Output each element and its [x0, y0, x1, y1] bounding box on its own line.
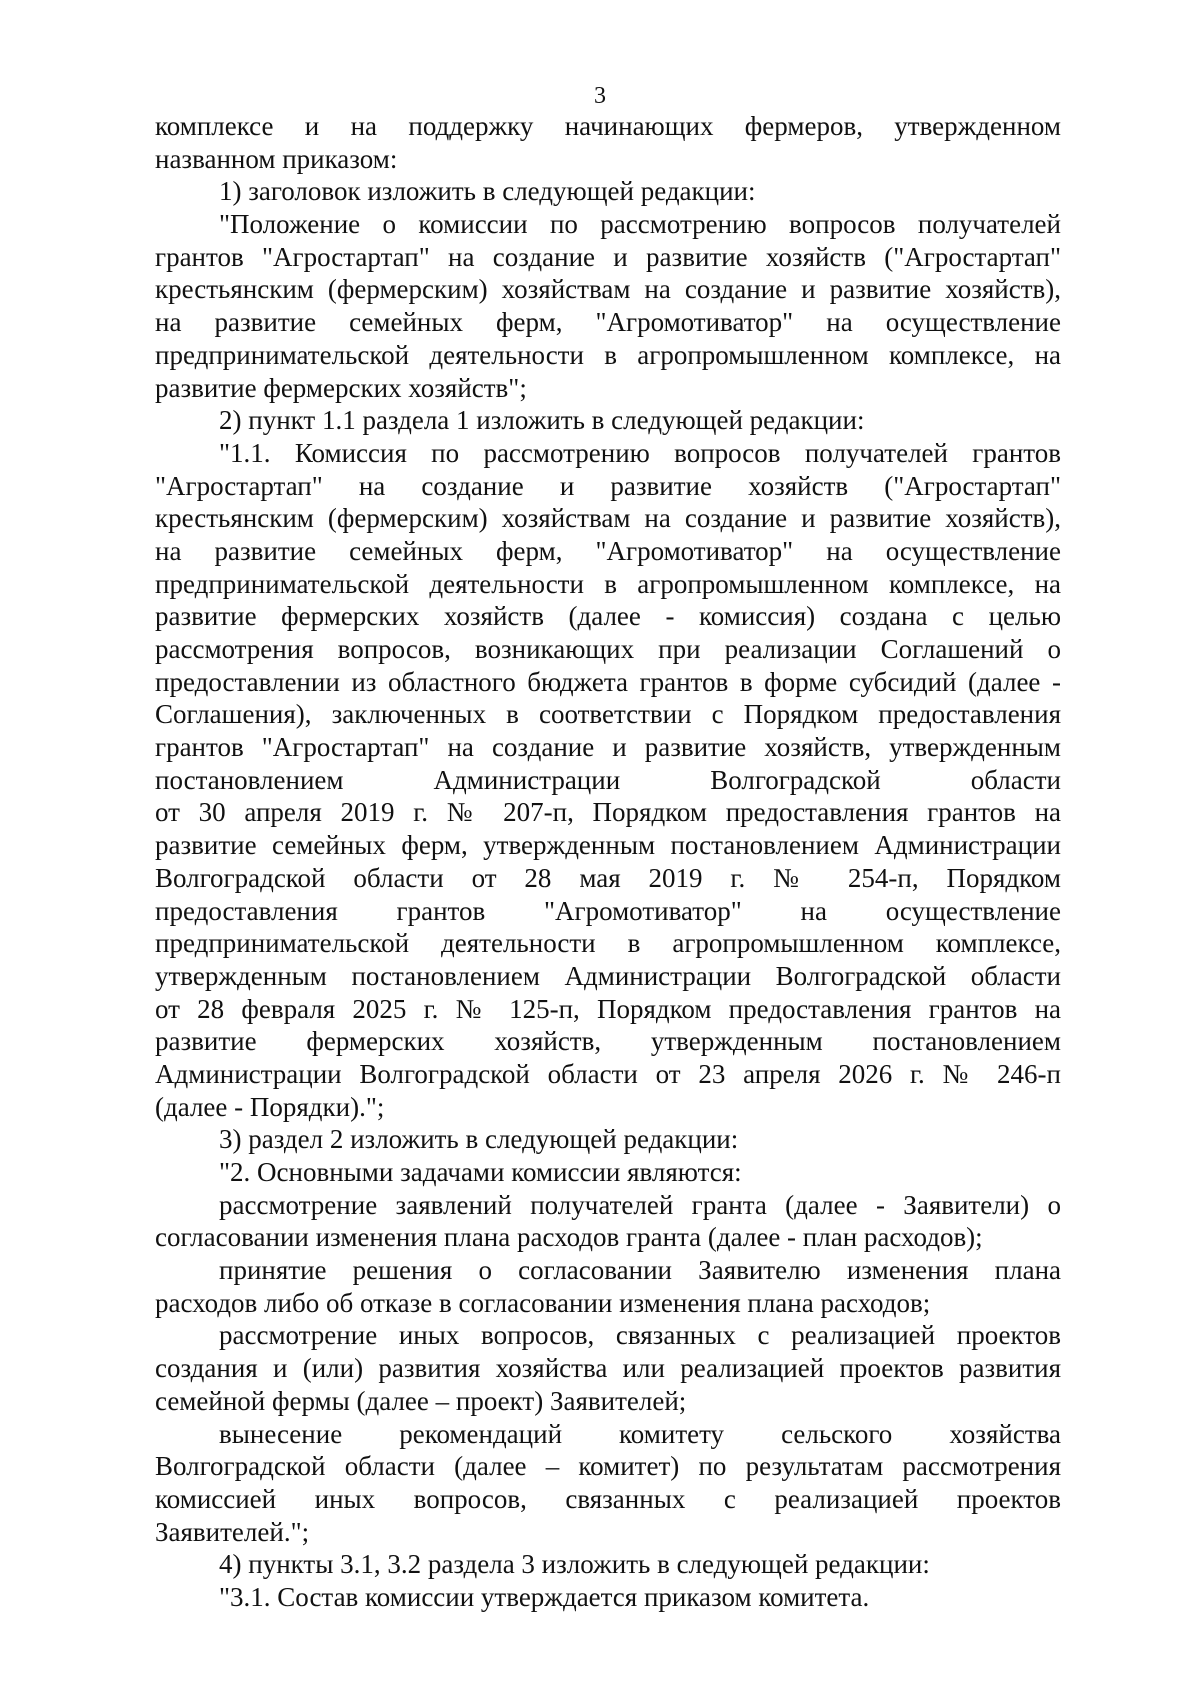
text-line: Заявителей."; [155, 1516, 310, 1547]
text-line: комплексе и на поддержку начинающих фермеров, утвержденном [155, 111, 1061, 141]
text-line: Соглашения), заключенных в соответствии с Порядком предоставления [155, 699, 1061, 730]
text-line: утвержденным постановлением Администрации Волгоградской области [155, 960, 1061, 991]
text-line: семейной фермы (далее – проект) Заявителей; [155, 1385, 687, 1416]
text-line: Волгоградской области (далее – комитет) по результатам рассмотрения [155, 1451, 1061, 1482]
text-line: рассмотрения вопросов, возникающих при реализации Соглашений о [155, 634, 1061, 664]
text-line: постановлением Администрации Волгоградской области [155, 764, 1061, 795]
text-line: комиссией иных вопросов, связанных с реализацией проектов [155, 1483, 1061, 1514]
text-line: на развитие семейных ферм, "Агромотиватор" на осуществление [155, 535, 1061, 566]
text-line: предоставлении из областного бюджета грантов в форме субсидий (далее - [155, 666, 1061, 697]
text-line: "2. Основными задачами комиссии являются: [219, 1157, 742, 1187]
text-line: Администрации Волгоградской области от 23 апреля 2026 г. № 246-п [155, 1058, 1061, 1089]
text-line: названном приказом: [155, 143, 398, 174]
text-line: на развитие семейных ферм, "Агромотиватор" на осуществление [155, 307, 1061, 338]
text-line: предпринимательской деятельности в агропромышленном комплексе, на [155, 568, 1061, 599]
text-line: (далее - Порядки)."; [155, 1091, 385, 1122]
text-line: 1) заголовок изложить в следующей редакции: [219, 176, 756, 207]
text-line: "Положение о комиссии по рассмотрению вопросов получателей [219, 209, 1061, 240]
text-line: предпринимательской деятельности в агропромышленном комплексе, на [155, 339, 1061, 370]
text-line: предоставления грантов "Агромотиватор" на осуществление [155, 895, 1061, 926]
text-line: грантов "Агростартап" на создание и развитие хозяйств, утвержденным [155, 732, 1061, 763]
document-body [155, 110, 1061, 1614]
text-line: развитие фермерских хозяйств (далее - комиссия) создана с целью [155, 601, 1061, 632]
text-line: предпринимательской деятельности в агропромышленном комплексе, [155, 928, 1061, 959]
text-line: крестьянским (фермерским) хозяйствам на создание и развитие хозяйств), [155, 503, 1061, 534]
text-line: 2) пункт 1.1 раздела 1 изложить в следующей редакции: [219, 405, 865, 436]
text-line: согласовании изменения плана расходов гранта (далее - план расходов); [155, 1222, 983, 1253]
text-line: принятие решения о согласовании Заявителю изменения плана [219, 1255, 1061, 1286]
text-line: рассмотрение заявлений получателей гранта (далее - Заявители) о [219, 1189, 1061, 1220]
text-line: развитие фермерских хозяйств, утвержденным постановлением [155, 1026, 1061, 1057]
text-line: развитие фермерских хозяйств"; [155, 372, 527, 403]
text-line: "3.1. Состав комиссии утверждается приказом комитета. [219, 1581, 870, 1612]
text-line: грантов "Агростартап" на создание и развитие хозяйств ("Агростартап" [155, 241, 1061, 272]
text-line: развитие семейных ферм, утвержденным постановлением Администрации [155, 830, 1061, 861]
text-line: вынесение рекомендаций комитету сельского хозяйства [219, 1418, 1061, 1449]
text-line: от 28 февраля 2025 г. № 125-п, Порядком предоставления грантов на [155, 993, 1061, 1024]
text-line: рассмотрение иных вопросов, связанных с реализацией проектов [219, 1320, 1061, 1351]
text-line: "1.1. Комиссия по рассмотрению вопросов получателей грантов [219, 437, 1061, 468]
text-line: крестьянским (фермерским) хозяйствам на создание и развитие хозяйств), [155, 274, 1061, 305]
text-line: создания и (или) развития хозяйства или реализацией проектов развития [155, 1353, 1061, 1384]
text-line: "Агростартап" на создание и развитие хозяйств ("Агростартап" [155, 470, 1061, 501]
text-line: 4) пункты 3.1, 3.2 раздела 3 изложить в следующей редакции: [219, 1549, 930, 1580]
text-line: Волгоградской области от 28 мая 2019 г. № 254-п, Порядком [155, 862, 1061, 893]
text-line: от 30 апреля 2019 г. № 207-п, Порядком предоставления грантов на [155, 797, 1061, 828]
text-line: 3) раздел 2 изложить в следующей редакции: [219, 1124, 739, 1155]
page-number: 3 [594, 83, 606, 109]
text-line: расходов либо об отказе в согласовании изменения плана расходов; [155, 1287, 931, 1318]
